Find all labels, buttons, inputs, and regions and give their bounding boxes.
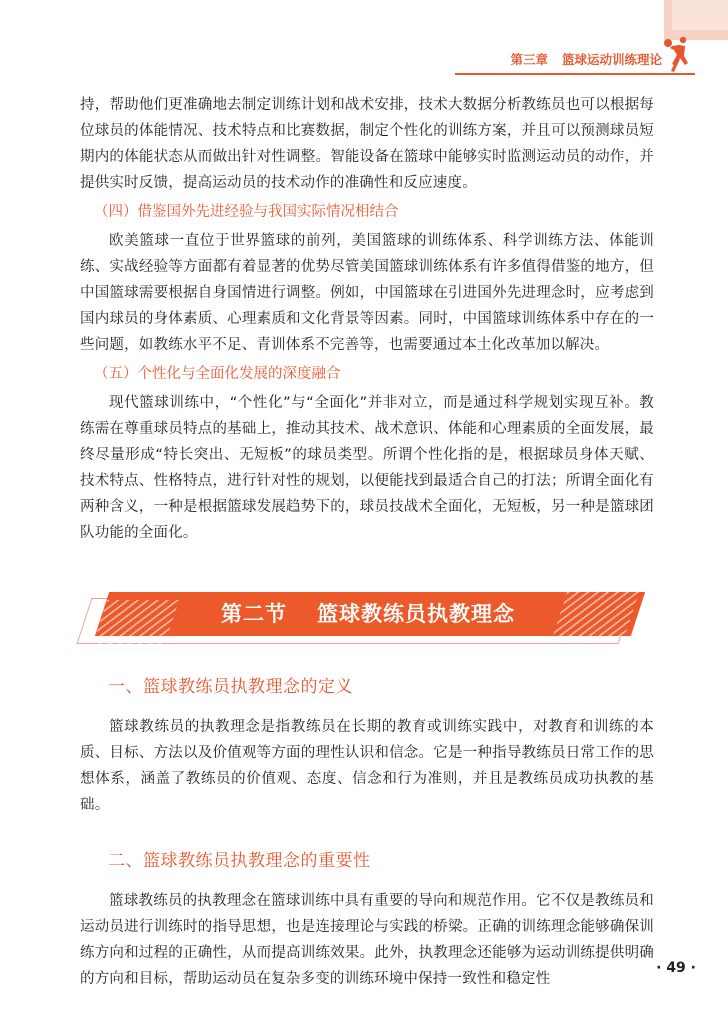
running-header-title: 篮球运动训练理论 — [561, 52, 662, 67]
section-number: 第二节 — [221, 602, 287, 626]
page-number: · 49 · — [656, 960, 696, 976]
subheading-four: （四）借鉴国外先进经验与我国实际情况相结合 — [94, 204, 399, 220]
corner-tab-inner — [672, 0, 728, 30]
paragraph-importance: 篮球教练员的执教理念在篮球训练中具有重要的导向和规范作用。它不仅是教练员和运动员进行训练时的指导思想，也是连接理论与实践的桥梁。正确的训练理念能够确保训练方向和过程的正确性，从而提高训练效果。此外，执教理念还能够为运动训练提供明确的方向和目标，帮助运动员在复杂多变的训练环境中保持一致性和稳定性 — [80, 893, 654, 987]
subheading-five: （五）个性化与全面化发展的深度融合 — [94, 366, 341, 382]
paragraph-personalization: 现代篮球训练中，“个性化”与“全面化”并非对立，而是通过科学规划实现互补。教练需在尊重球员特点的基础上，推动其技术、战术意识、体能和心理素质的全面发展，最终尽量形成“特长突出、无短板”的球员类型。所谓个性化指的是，根据球员身体天赋、技术特点、性格特点，进行针对性的规划，以便能找到最适合自己的打法；所谓全面化有两种含义，一种是根据篮球发展趋势下的，球员技战术全面化，无短板，另一种是篮球团队功能的全面化。 — [80, 395, 654, 541]
section-title — [84, 592, 652, 636]
paragraph-foreign-experience: 欧美篮球一直位于世界篮球的前列，美国篮球的训练体系、科学训练方法、体能训练、实战经验等方面都有着显著的优势尽管美国篮球训练体系有许多值得借鉴的地方，但中国篮球需要根据自身国情进行调整。例如，中国篮球在引进国外先进理念时，应考虑到国内球员的身体素质、心理素质和文化背景等因素。同时，中国篮球训练体系中存在的一些问题，如教练水平不足、青训体系不完善等，也需要通过本土化改革加以解决。 — [80, 233, 654, 353]
section-name: 篮球教练员执教理念 — [317, 602, 515, 626]
section-banner — [84, 592, 652, 644]
paragraph-definition: 篮球教练员的执教理念是指教练员在长期的教育或训练实践中，对教育和训练的本质、目标、方法以及价值观等方面的理性认识和信念。它是一种指导教练员日常工作的思想体系，涵盖了教练员的价值观、态度、信念和行为准则，并且是教练员成功执教的基础。 — [80, 719, 654, 813]
running-header — [430, 50, 662, 68]
basketball-player-icon — [660, 36, 692, 74]
heading-definition: 一、篮球教练员执教理念的定义 — [108, 677, 353, 697]
page-content — [80, 92, 654, 992]
paragraph-continuation: 持，帮助他们更准确地去制定训练计划和战术安排，技术大数据分析教练员也可以根据每位球员的体能情况、技术特点和比赛数据，制定个性化的训练方案，并且可以预测球员短期内的体能状态从而做出针对性调整。智能设备在篮球中能够实时监测运动员的动作，并提供实时反馈，提高运动员的技术动作的准确性和反应速度。 — [80, 97, 654, 191]
header-rule — [455, 73, 695, 75]
heading-importance: 二、篮球教练员执教理念的重要性 — [108, 851, 371, 871]
running-header-chapter: 第三章 — [510, 52, 548, 67]
